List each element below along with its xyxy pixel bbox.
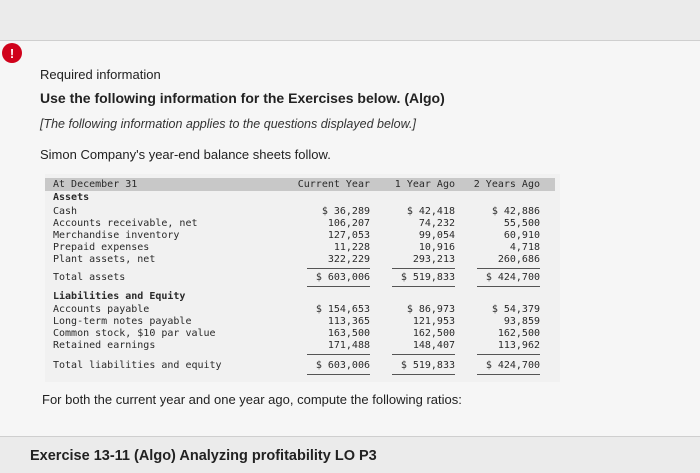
row-value: 60,910 (503, 230, 540, 241)
row-label: Prepaid expenses (53, 242, 150, 253)
balance-sheet-image (45, 174, 560, 382)
instruction-note: [The following information applies to the questions displayed below.] (40, 117, 416, 131)
alert-icon: ! (2, 43, 22, 63)
row-value: 171,488 (327, 340, 370, 351)
total-rule (392, 286, 455, 287)
row-value: $ 42,886 (491, 206, 540, 217)
subtotal-rule (307, 354, 370, 355)
header-current-year: Current Year (297, 179, 370, 190)
row-value: 162,500 (497, 328, 540, 339)
row-value: 93,859 (503, 316, 540, 327)
total-rule (477, 286, 540, 287)
row-label: Accounts payable (53, 304, 150, 315)
intro-text: Simon Company's year-end balance sheets follow. (40, 147, 331, 162)
total-liabilities-label: Total liabilities and equity (53, 360, 222, 371)
subtotal-rule (307, 268, 370, 269)
row-value: $ 54,379 (491, 304, 540, 315)
total-rule (307, 374, 370, 375)
row-value: 148,407 (412, 340, 455, 351)
row-value: 260,686 (497, 254, 540, 265)
row-value: 55,500 (503, 218, 540, 229)
row-value: 121,953 (412, 316, 455, 327)
row-label: Retained earnings (53, 340, 156, 351)
question-text: For both the current year and one year ago, compute the following ratios: (42, 392, 462, 407)
instruction-heading: Use the following information for the Exercises below. (Algo) (40, 90, 445, 106)
total-rule (392, 374, 455, 375)
row-value: 113,365 (327, 316, 370, 327)
total-assets-value: $ 519,833 (400, 272, 455, 283)
header-at-december: At December 31 (53, 179, 138, 190)
row-value: $ 154,653 (315, 304, 370, 315)
exercise-title[interactable]: Exercise 13-11 (Algo) Analyzing profitability LO P3 (30, 448, 377, 464)
row-label: Cash (53, 206, 78, 217)
row-value: 162,500 (412, 328, 455, 339)
row-value: $ 86,973 (406, 304, 455, 315)
total-assets-value: $ 424,700 (485, 272, 540, 283)
row-value: 163,500 (327, 328, 370, 339)
header-1-year-ago: 1 Year Ago (394, 179, 455, 190)
row-value: 106,207 (327, 218, 370, 229)
row-value: 293,213 (412, 254, 455, 265)
row-label: Plant assets, net (53, 254, 156, 265)
row-label: Merchandise inventory (53, 230, 180, 241)
total-assets-label: Total assets (53, 272, 126, 283)
subtotal-rule (392, 268, 455, 269)
row-label: Common stock, $10 par value (53, 328, 216, 339)
subtotal-rule (477, 268, 540, 269)
total-liabilities-value: $ 424,700 (485, 360, 540, 371)
row-value: 10,916 (418, 242, 455, 253)
total-assets-value: $ 603,006 (315, 272, 370, 283)
row-value: $ 42,418 (406, 206, 455, 217)
row-value: 113,962 (497, 340, 540, 351)
row-value: 4,718 (509, 242, 540, 253)
required-info-label: Required information (40, 67, 161, 82)
total-liabilities-value: $ 519,833 (400, 360, 455, 371)
total-liabilities-value: $ 603,006 (315, 360, 370, 371)
row-value: $ 36,289 (321, 206, 370, 217)
row-label: Long-term notes payable (53, 316, 192, 327)
subtotal-rule (477, 354, 540, 355)
row-value: 99,054 (418, 230, 455, 241)
row-value: 127,053 (327, 230, 370, 241)
liabilities-heading: Liabilities and Equity (53, 291, 186, 302)
total-rule (477, 374, 540, 375)
row-value: 74,232 (418, 218, 455, 229)
assets-heading: Assets (53, 192, 90, 203)
row-label: Accounts receivable, net (53, 218, 198, 229)
header-2-years-ago: 2 Years Ago (473, 179, 540, 190)
subtotal-rule (392, 354, 455, 355)
row-value: 322,229 (327, 254, 370, 265)
row-value: 11,228 (333, 242, 370, 253)
total-rule (307, 286, 370, 287)
